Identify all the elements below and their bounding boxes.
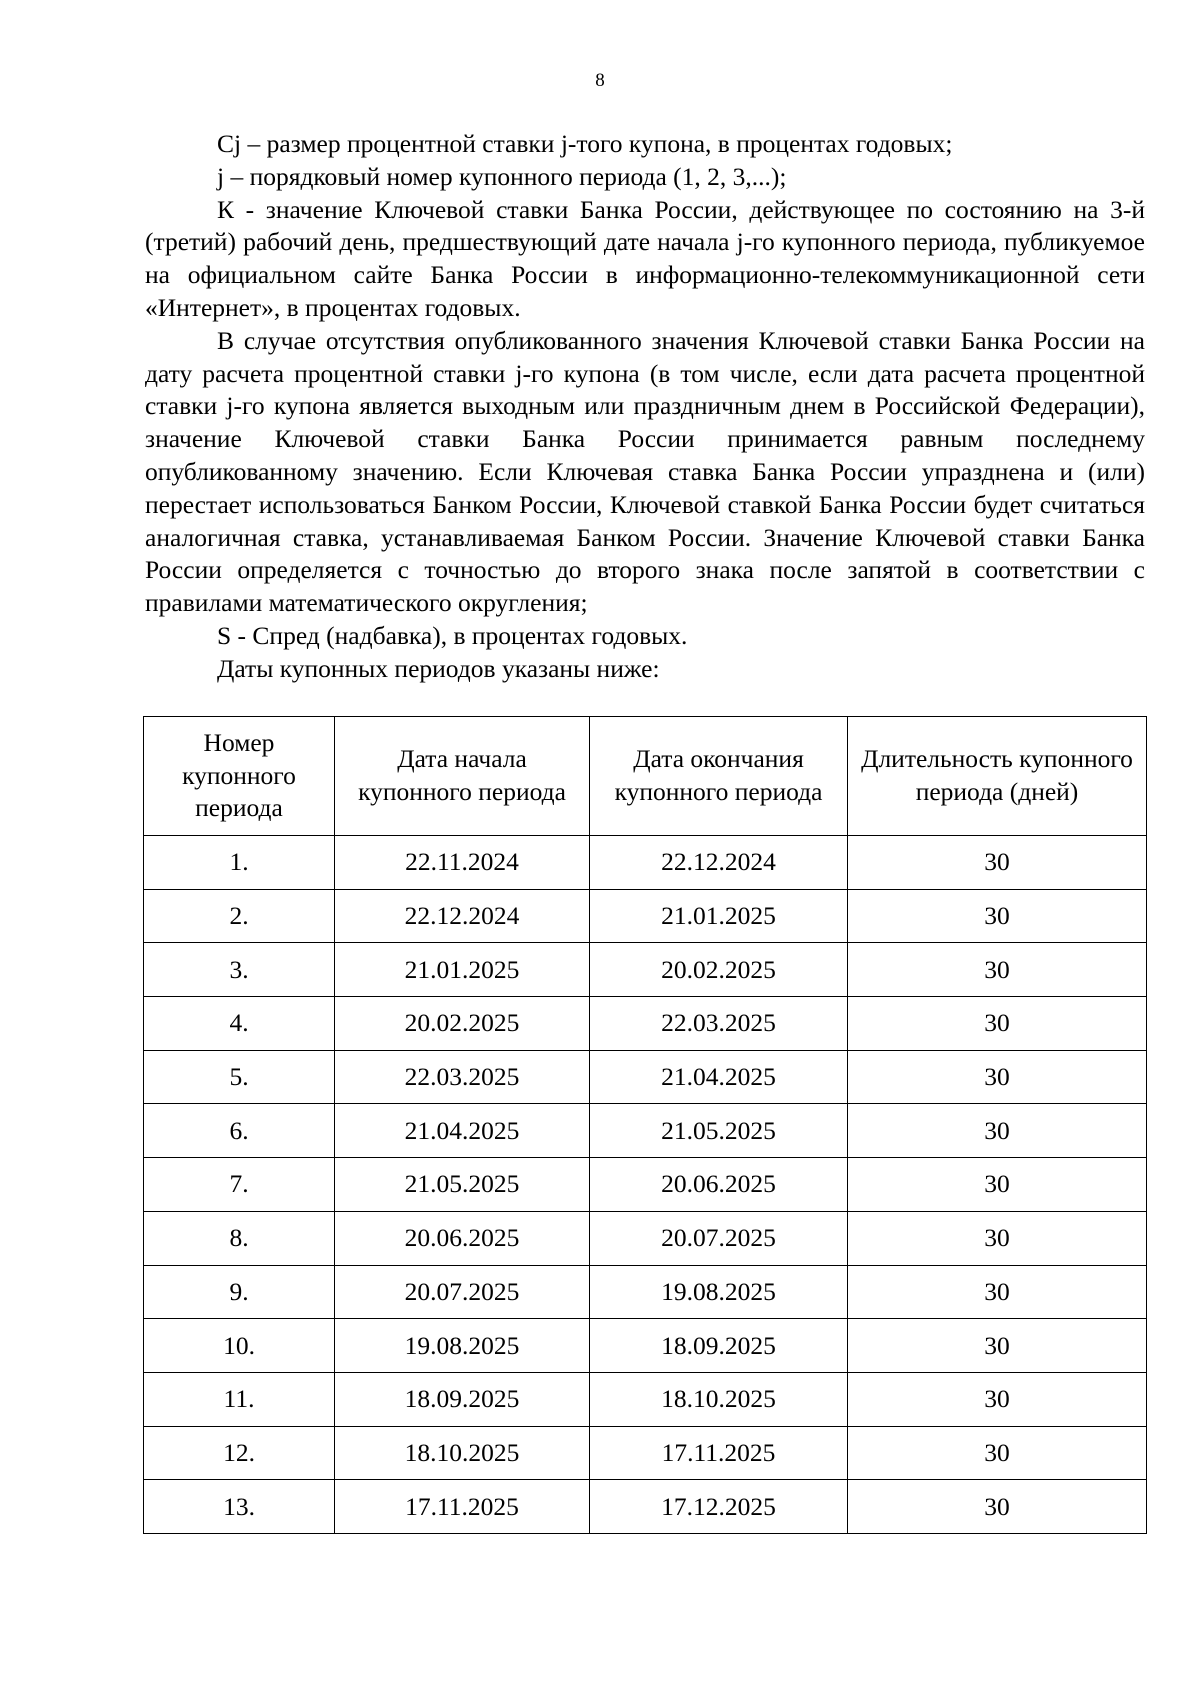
cell-duration: 30	[848, 1050, 1147, 1104]
cell-end-date: 17.12.2025	[590, 1480, 848, 1534]
table-body	[144, 836, 1147, 1534]
paragraph-j-definition: j – порядковый номер купонного периода (1, 2, 3,...);	[217, 161, 787, 191]
table-row	[144, 1104, 1147, 1158]
cell-end-date: 18.10.2025	[590, 1372, 848, 1426]
cell-start-date: 21.05.2025	[335, 1158, 590, 1212]
cell-start-date: 22.03.2025	[335, 1050, 590, 1104]
cell-start-date: 17.11.2025	[335, 1480, 590, 1534]
cell-end-date: 22.03.2025	[590, 997, 848, 1051]
cell-end-date: 20.02.2025	[590, 943, 848, 997]
cell-start-date: 20.02.2025	[335, 997, 590, 1051]
cell-start-date: 18.09.2025	[335, 1372, 590, 1426]
cell-period-number: 11.	[144, 1372, 335, 1426]
cell-period-number: 8.	[144, 1211, 335, 1265]
cell-period-number: 10.	[144, 1319, 335, 1373]
cell-end-date: 21.04.2025	[590, 1050, 848, 1104]
paragraph-k-definition: К - значение Ключевой ставки Банка России, действующее по состоянию на 3-й (третий) рабочий день, предшествующий дате начала j-го купонного периода, публикуемое на официальном сайте Банка России в информационно-телекоммуникационной сети «Интернет», в процентах годовых.	[145, 194, 1145, 322]
document-body	[145, 128, 1145, 686]
table-row	[144, 1158, 1147, 1212]
table-row	[144, 1265, 1147, 1319]
cell-end-date: 21.01.2025	[590, 889, 848, 943]
cell-period-number: 1.	[144, 836, 335, 890]
page-number: 8	[595, 70, 605, 91]
cell-end-date: 20.07.2025	[590, 1211, 848, 1265]
table-row	[144, 1426, 1147, 1480]
header-duration: Длительность купонного периода (дней)	[848, 717, 1147, 836]
header-end-date: Дата окончания купонного периода	[590, 717, 848, 836]
cell-end-date: 22.12.2024	[590, 836, 848, 890]
table-header-row	[144, 717, 1147, 836]
cell-duration: 30	[848, 836, 1147, 890]
table-row	[144, 1050, 1147, 1104]
table-row	[144, 836, 1147, 890]
cell-duration: 30	[848, 1104, 1147, 1158]
coupon-periods-table	[143, 716, 1147, 1534]
cell-duration: 30	[848, 1319, 1147, 1373]
table-row	[144, 943, 1147, 997]
table-row	[144, 1319, 1147, 1373]
table-row	[144, 1211, 1147, 1265]
cell-duration: 30	[848, 1265, 1147, 1319]
header-period-number: Номер купонного периода	[144, 717, 335, 836]
cell-period-number: 5.	[144, 1050, 335, 1104]
cell-duration: 30	[848, 997, 1147, 1051]
cell-start-date: 20.06.2025	[335, 1211, 590, 1265]
cell-period-number: 2.	[144, 889, 335, 943]
cell-end-date: 17.11.2025	[590, 1426, 848, 1480]
cell-period-number: 13.	[144, 1480, 335, 1534]
cell-period-number: 12.	[144, 1426, 335, 1480]
paragraph-s-definition: S - Спред (надбавка), в процентах годовых.	[217, 620, 688, 650]
cell-duration: 30	[848, 1211, 1147, 1265]
cell-period-number: 6.	[144, 1104, 335, 1158]
cell-duration: 30	[848, 1480, 1147, 1534]
cell-start-date: 20.07.2025	[335, 1265, 590, 1319]
cell-duration: 30	[848, 889, 1147, 943]
paragraph-cj-definition: Cj – размер процентной ставки j-того купона, в процентах годовых;	[217, 129, 953, 158]
cell-end-date: 20.06.2025	[590, 1158, 848, 1212]
cell-start-date: 22.11.2024	[335, 836, 590, 890]
cell-period-number: 7.	[144, 1158, 335, 1212]
cell-end-date: 21.05.2025	[590, 1104, 848, 1158]
cell-end-date: 18.09.2025	[590, 1319, 848, 1373]
cell-end-date: 19.08.2025	[590, 1265, 848, 1319]
header-start-date: Дата начала купонного периода	[335, 717, 590, 836]
cell-start-date: 21.04.2025	[335, 1104, 590, 1158]
table-row	[144, 1372, 1147, 1426]
cell-start-date: 22.12.2024	[335, 889, 590, 943]
table-row	[144, 1480, 1147, 1534]
table-row	[144, 889, 1147, 943]
cell-start-date: 21.01.2025	[335, 943, 590, 997]
cell-start-date: 18.10.2025	[335, 1426, 590, 1480]
cell-period-number: 9.	[144, 1265, 335, 1319]
cell-start-date: 19.08.2025	[335, 1319, 590, 1373]
paragraph-coupon-dates-intro: Даты купонных периодов указаны ниже:	[217, 653, 660, 683]
cell-duration: 30	[848, 1158, 1147, 1212]
cell-duration: 30	[848, 1426, 1147, 1480]
cell-duration: 30	[848, 943, 1147, 997]
cell-period-number: 4.	[144, 997, 335, 1051]
cell-duration: 30	[848, 1372, 1147, 1426]
paragraph-key-rate-absence: В случае отсутствия опубликованного значения Ключевой ставки Банка России на дату расчета процентной ставки j-го купона (в том числе, если дата расчета процентной ставки j-го купона является выходным или праздничным днем в Российской Федерации), значение Ключевой ставки Банка России принимается равным последнему опубликованному значению. Если Ключевая ставка Банка России упразднена и (или) перестает использоваться Банком России, Ключевой ставкой Банка России будет считаться аналогичная ставка, устанавливаемая Банком России. Значение Ключевой ставки Банка России определяется с точностью до второго знака после запятой в соответствии с правилами математического округления;	[145, 325, 1145, 618]
table-row	[144, 997, 1147, 1051]
cell-period-number: 3.	[144, 943, 335, 997]
